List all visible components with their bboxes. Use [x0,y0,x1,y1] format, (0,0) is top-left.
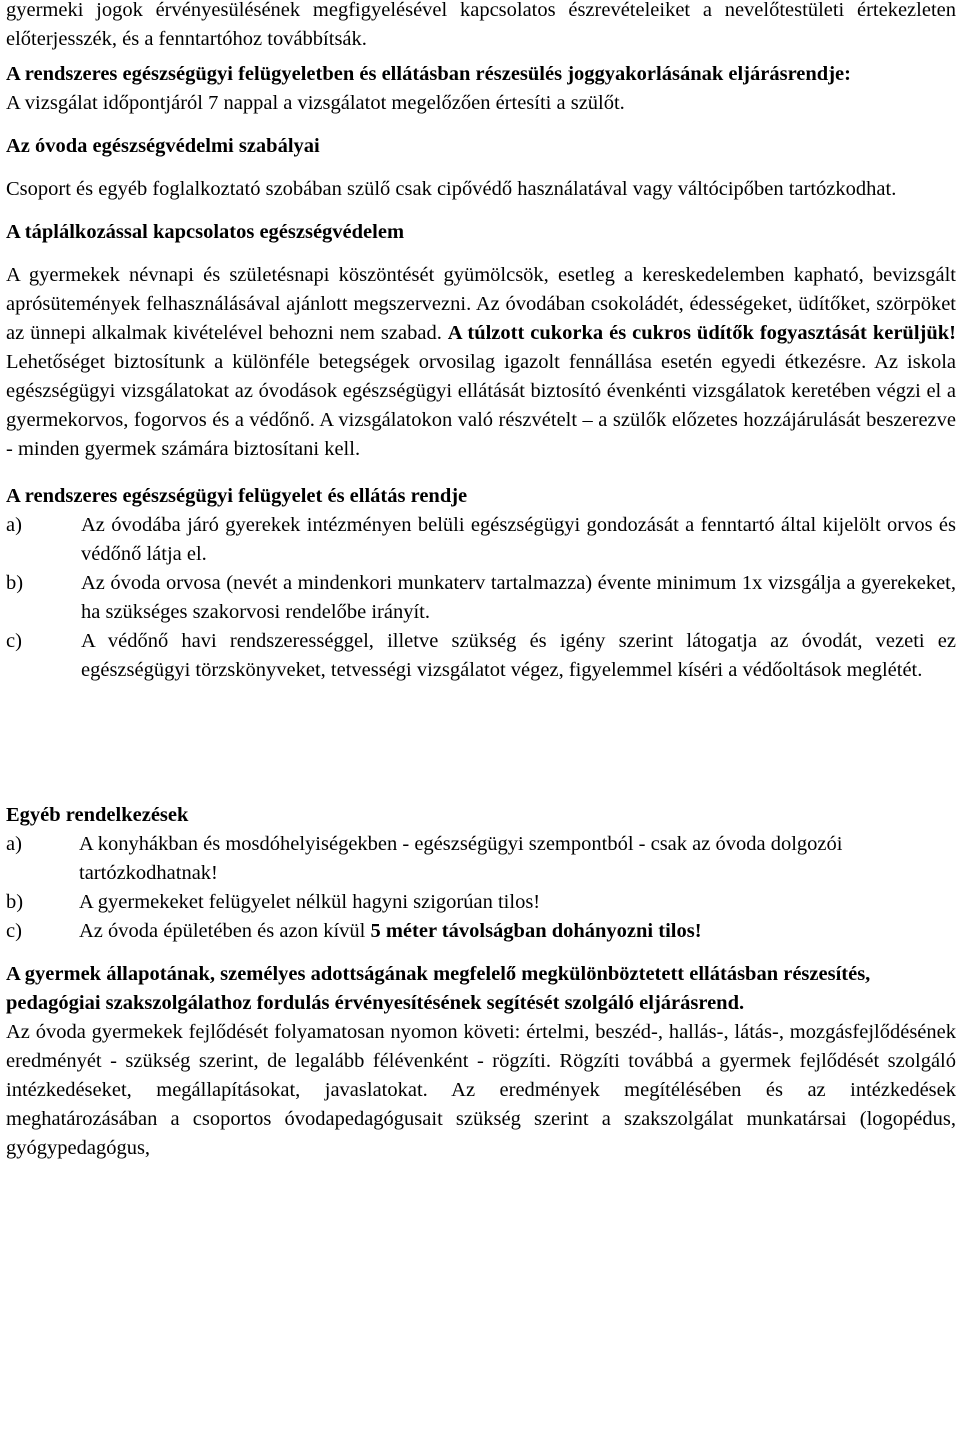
section-heading-health-care-order: A rendszeres egészségügyi felügyelet és ellátás rendje [6,485,468,507]
paragraph-exam-notice: A vizsgálat időpontjáról 7 nappal a vizsgálatot megelőzően értesíti a szülőt. [6,92,625,114]
list-item-text: A védőnő havi rendszerességgel, illetve szükség és igény szerint látogatja az óvodát, vezeti ez egészségügyi törzskönyveket, tetvességi vizsgálatot végez, figyelemmel kíséri a védőoltások meglétét. [81,630,956,681]
section-heading-other-provisions: Egyéb rendelkezések [6,804,189,826]
list-item-label: b) [6,891,24,913]
spacer [6,946,956,960]
list-item-text: Az óvodába járó gyerekek intézményen belüli egészségügyi gondozását a fenntartó által kijelölt orvos és védőnő látja el. [81,514,956,565]
list-item-label: a) [6,833,22,855]
spacer [6,685,956,801]
list-item-label: c) [6,920,22,942]
list-item-text [79,917,956,946]
list-item-text: A gyermekeket felügyelet nélkül hagyni szigorúan tilos! [79,891,541,913]
list-item-text: A konyhákban és mosdóhelyiségekben - egészségügyi szempontból - csak az óvoda dolgozói tartózkodhatnak! [79,833,843,884]
section-heading-nutrition: A táplálkozással kapcsolatos egészségvédelem [6,221,405,243]
list-item-label: c) [6,630,22,652]
health-care-list [6,511,956,685]
paragraph-development-monitoring: Az óvoda gyermekek fejlődését folyamatosan nyomon követi: értelmi, beszéd-, hallás-, látás-, mozgásfejlődésének eredményét - szükség szerint, de legalább félévenként - rögzíti. Rögzíti továbbá a gyermek fejlődését szolgáló intézkedéseket, megállapításokat, javaslatokat. Az eredmények megítélésében és az intézkedések meghatározásában a csoportos óvodapedagógusait szükség szerint a szakszolgálat munkatársai (logopédus, gyógypedagógus, [6,1021,956,1159]
section-heading-health-protection-rules: Az óvoda egészségvédelmi szabályai [6,135,320,157]
list-item [6,511,956,569]
list-item [6,917,956,946]
spacer [6,464,956,482]
list-item [6,830,956,888]
list-item-text: Az óvoda orvosa (nevét a mindenkori munkaterv tartalmazza) évente minimum 1x vizsgálja a gyerekeket, ha szükséges szakorvosi rendelőbe irányít. [81,572,956,623]
paragraph-shoe-cover-rule: Csoport és egyéb foglalkoztató szobában szülő csak cipővédő használatával vagy váltócipőben tartózkodhat. [6,178,897,200]
spacer [6,161,956,175]
spacer [6,118,956,132]
nutrition-text-part1: A gyermekek névnapi és születésnapi köszöntését gyümölcsök, esetleg a kereskedelemben kapható, bevizsgált aprósütemények felhasználásával ajánlott megszervezni. Az óvodában csokoládét, édességeket, üdítőket, szörpöket az ünnepi alkalmak kivételével behozni nem szabad. [6,264,956,344]
smoking-ban-bold: 5 méter távolságban dohányozni tilos! [370,920,702,942]
intro-paragraph: gyermeki jogok érvényesülésének megfigyelésével kapcsolatos észrevételeiket a nevelőtestületi értekezleten előterjesszék, és a fenntartóhoz továbbítsák. [6,0,956,50]
spacer [6,204,956,218]
other-provisions-list [6,830,956,946]
list-item [6,888,956,917]
nutrition-sugar-warning: A túlzott cukorka és cukros üdítők fogyasztását kerüljük! [447,322,956,344]
spacer [6,247,956,261]
list-item-label: b) [6,572,24,594]
document-page [6,0,956,1163]
list-item [6,627,956,685]
list-item [6,569,956,627]
smoking-rule-text: Az óvoda épületében és azon kívül [79,920,371,942]
list-item-label: a) [6,514,22,536]
section-heading-health-supervision-procedure: A rendszeres egészségügyi felügyeletben és ellátásban részesülés joggyakorlásának eljárásrendje: [6,63,851,85]
paragraph-nutrition [6,261,956,464]
section-heading-special-care-procedure: A gyermek állapotának, személyes adottságának megfelelő megkülönböztetett ellátásban részesítés, pedagógiai szakszolgálathoz fordulás érvényesítésének segítését szolgáló eljárásrend. [6,963,871,1014]
nutrition-text-part2: Lehetőséget biztosítunk a különféle betegségek orvosilag igazolt fennállása esetén egyedi étkezésre. Az iskola egészségügyi vizsgálatokat az óvodások egészségügyi ellátását biztosító évenkénti vizsgálatok keretében végzi el a gyermekorvos, fogorvos és a védőnő. A vizsgálatokon való részvételt – a szülők előzetes hozzájárulását beszerezve - minden gyermek számára biztosítani kell. [6,351,956,460]
